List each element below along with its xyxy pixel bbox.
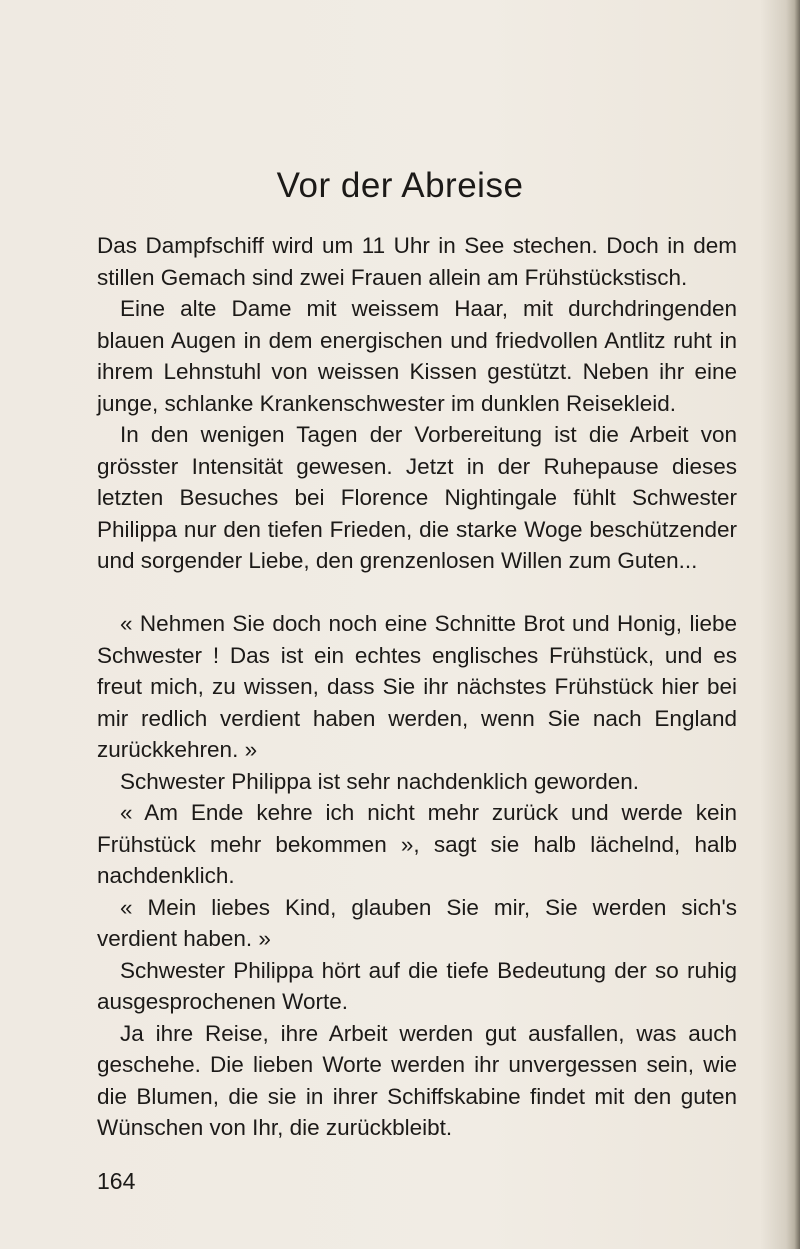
paragraph: Eine alte Dame mit weissem Haar, mit durchdringenden blauen Augen in dem energischen und friedvollen Antlitz ruht in ihrem Lehnstuhl von weissen Kissen gestützt. Neben ihr eine junge, schlanke Krankenschwester im dunklen Reisekleid. — [97, 296, 737, 416]
paragraph: « Nehmen Sie doch noch eine Schnitte Brot und Honig, liebe Schwester ! Das ist ein echtes englisches Frühstück, und es freut mich, zu wissen, dass Sie ihr nächstes Frühstück hier bei mir redlich verdient haben werden, wenn Sie nach England zurückkehren. » — [97, 611, 737, 762]
body-text — [97, 230, 737, 1144]
chapter-title: Vor der Abreise — [276, 166, 524, 205]
paragraph: « Mein liebes Kind, glauben Sie mir, Sie werden sich's verdient haben. » — [97, 894, 737, 951]
paragraph: Schwester Philippa hört auf die tiefe Bedeutung der so ruhig ausgesprochenen Worte. — [97, 957, 737, 1014]
paragraph: Das Dampfschiff wird um 11 Uhr in See stechen. Doch in dem stillen Gemach sind zwei Frauen allein am Frühstückstisch. — [97, 233, 737, 290]
page-number: 164 — [97, 1168, 136, 1194]
paragraph: In den wenigen Tagen der Vorbereitung ist die Arbeit von grösster Intensität gewesen. Jetzt in der Ruhepause dieses letzten Besuches bei Florence Nightingale fühlt Schwester Philippa nur den tiefen Frieden, die starke Woge beschützender und sorgender Liebe, den grenzenlosen Willen zum Guten... — [97, 422, 737, 573]
paragraph: Ja ihre Reise, ihre Arbeit werden gut ausfallen, was auch geschehe. Die lieben Worte werden ihr unvergessen sein, wie die Blumen, die sie in ihrer Schiffskabine findet mit den guten Wünschen von Ihr, die zurückbleibt. — [97, 1020, 737, 1140]
paragraph: Schwester Philippa ist sehr nachdenklich geworden. — [120, 768, 640, 794]
paragraph: « Am Ende kehre ich nicht mehr zurück und werde kein Frühstück mehr bekommen », sagt sie halb lächelnd, halb nachdenklich. — [97, 800, 737, 888]
